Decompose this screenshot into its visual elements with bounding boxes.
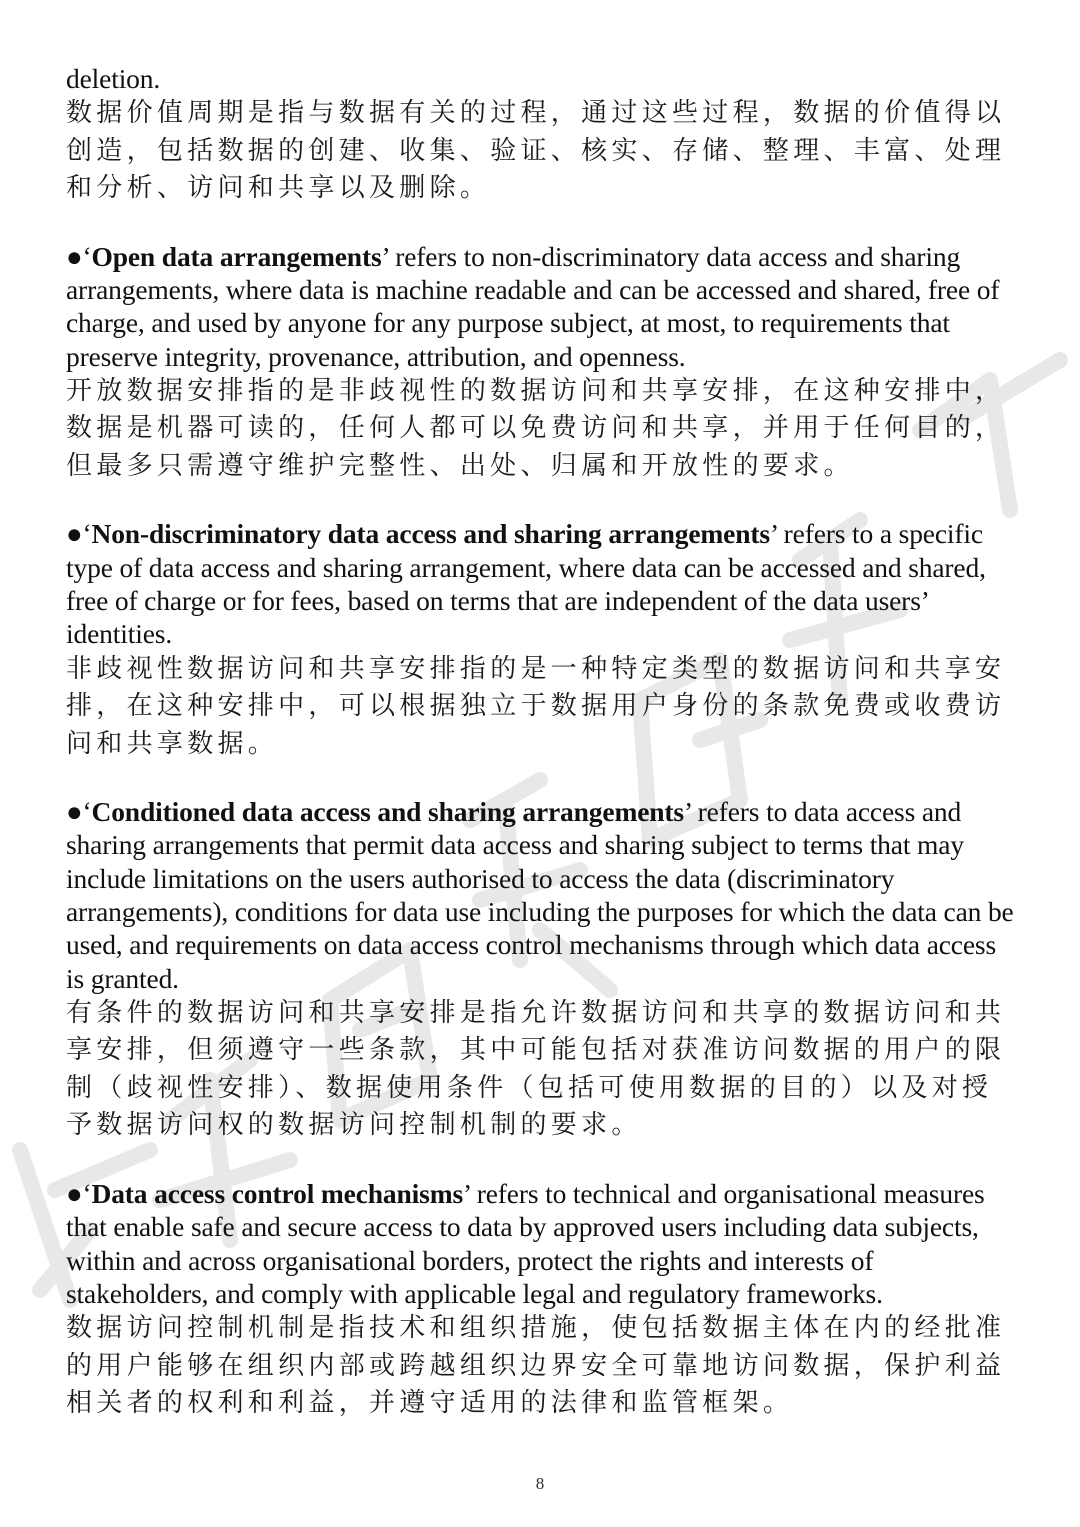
bullet-icon: ● [66,796,83,828]
definition-chinese: 开放数据安排指的是非歧视性的数据访问和共享安排，在这种安排中，数据是机器可读的，任何人都可以免费访问和共享，并用于任何目的，但最多只需遵守维护完整性、出处、归属和开放性的要求。 [66,375,1006,481]
close-quote: ’ [683,796,691,828]
definition-chinese: 数据访问控制机制是指技术和组织措施，使包括数据主体在内的经批准的用户能够在组织内部或跨越组织边界安全可靠地访问数据，保护利益相关者的权利和利益，并遵守适用的法律和监管框架。 [66,1313,1006,1419]
intro-chinese-text: 数据价值周期是指与数据有关的过程，通过这些过程，数据的价值得以创造，包括数据的创建、收集、验证、核实、存储、整理、丰富、处理和分析、访问和共享以及删除。 [66,98,1006,204]
definition-text: refers to technical and organisational measures that enable safe and secure access to data by approved users including data subjects, within and across organisational borders, protect the rights and interests of stakeholders, and comply with applicable legal and regulatory frameworks. [66,1177,985,1309]
definition-conditioned-arrangements [66,795,1016,1145]
definition-term: Conditioned data access and sharing arrangements [91,796,684,828]
bullet-icon: ● [66,518,83,550]
definition-english [66,240,1016,373]
close-quote: ’ [381,240,389,272]
definition-english [66,1177,1016,1310]
intro-block [66,62,1016,208]
definition-term: Non-discriminatory data access and sharing arrangements [91,518,770,550]
bullet-icon: ● [66,240,83,272]
definition-chinese: 非歧视性数据访问和共享安排指的是一种特定类型的数据访问和共享安排，在这种安排中，可以根据独立于数据用户身份的条款免费或收费访问和共享数据。 [66,653,1006,759]
page-number: 8 [535,1474,545,1493]
open-quote: ‘ [82,1177,92,1209]
close-quote: ’ [769,518,777,550]
close-quote: ’ [463,1177,470,1209]
open-quote: ‘ [82,796,92,828]
intro-english-text: deletion. [66,63,161,94]
bullet-icon: ● [66,1177,83,1209]
definition-text: refers to data access and sharing arrangements that permit data access and sharing subject to terms that may include limitations on the users authorised to access the data (discriminatory arrangements), conditions for data use including the purposes for which the data can be used, and requirements on data access control mechanisms through which data access is granted. [66,796,1014,994]
definition-non-discriminatory-arrangements [66,517,1016,763]
definition-term: Data access control mechanisms [91,1177,464,1209]
definition-english [66,517,1016,650]
definition-text: refers to a specific type of data access and sharing arrangement, where data can be accessed and shared, free of charge or for fees, based on terms that are independent of the data users’ identities. [66,518,986,650]
open-quote: ‘ [82,518,92,550]
definition-open-data-arrangements [66,240,1016,486]
definition-data-access-control-mechanisms [66,1177,1016,1423]
definition-english [66,795,1016,995]
definition-text: refers to non-discriminatory data access and sharing arrangements, where data is machine readable and can be accessed and shared, free of charge, and used by anyone for any purpose subject, at most, to requirements that preserve integrity, provenance, attribution, and openness. [66,240,1000,372]
definition-chinese: 有条件的数据访问和共享安排是指允许数据访问和共享的数据访问和共享安排，但须遵守一些条款，其中可能包括对获准访问数据的用户的限制（歧视性安排）、数据使用条件（包括可使用数据的目的）以及对授予数据访问权的数据访问控制机制的要求。 [66,997,1006,1141]
definition-term: Open data arrangements [91,240,382,272]
open-quote: ‘ [82,240,92,272]
document-page [66,62,1016,1423]
